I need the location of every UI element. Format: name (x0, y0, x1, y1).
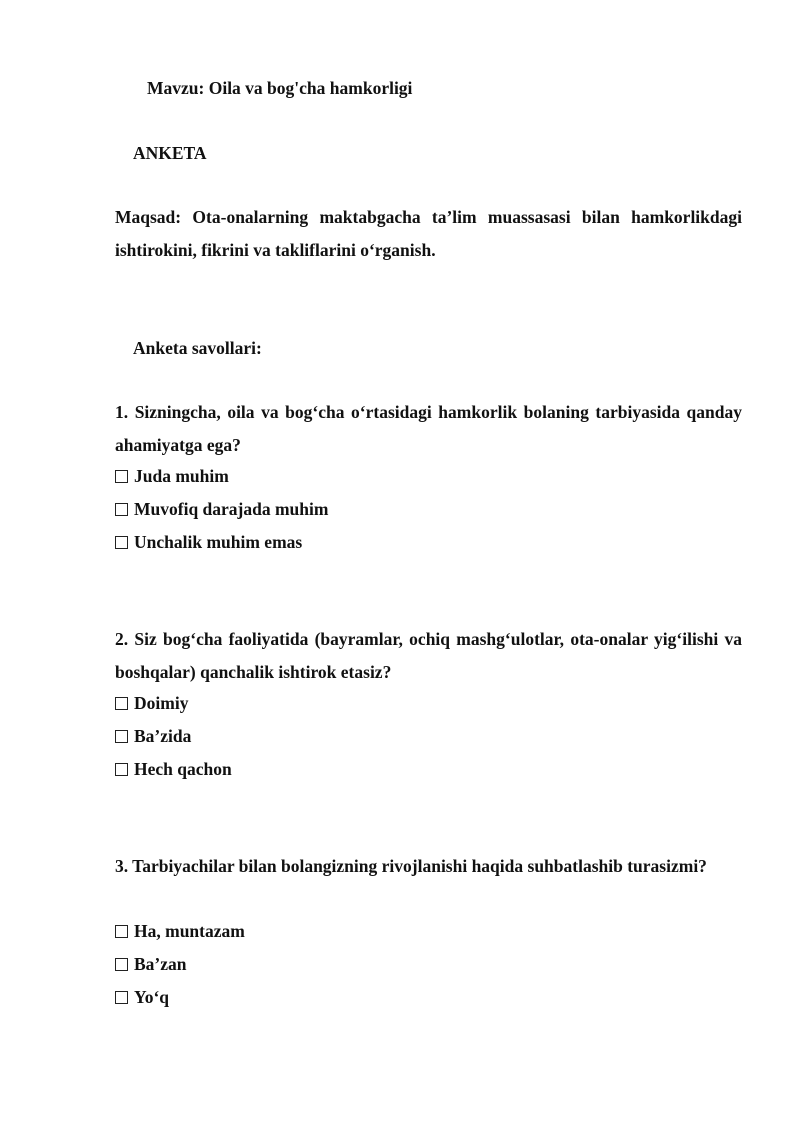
question-3-text: 3. Tarbiyachilar bilan bolangizning rivojlanishi haqida suhbatlashib turasizmi? (115, 856, 707, 876)
question-1-option-2[interactable] (115, 498, 328, 520)
checkbox-icon[interactable] (115, 763, 128, 776)
option-label: Hech qachon (134, 759, 232, 779)
option-label: Unchalik muhim emas (134, 532, 303, 552)
question-2-option-1[interactable] (115, 692, 188, 714)
question-3-option-1[interactable] (115, 920, 245, 942)
checkbox-icon[interactable] (115, 958, 128, 971)
option-label: Juda muhim (134, 466, 229, 486)
question-3-option-2[interactable] (115, 953, 187, 975)
question-2-text: 2. Siz bog‘cha faoliyatida (bayramlar, ochiq mashg‘ulotlar, ota-onalar yig‘ilishi va boshqalar) qanchalik ishtirok etasiz? (115, 629, 742, 682)
option-label: Ba’zida (134, 726, 192, 746)
question-2-option-3[interactable] (115, 758, 232, 780)
checkbox-icon[interactable] (115, 991, 128, 1004)
survey-heading: ANKETA (133, 143, 207, 163)
checkbox-icon[interactable] (115, 697, 128, 710)
checkbox-icon[interactable] (115, 470, 128, 483)
option-label: Ha, muntazam (134, 921, 245, 941)
question-2-option-2[interactable] (115, 725, 191, 747)
checkbox-icon[interactable] (115, 925, 128, 938)
question-1-option-1[interactable] (115, 465, 229, 487)
checkbox-icon[interactable] (115, 536, 128, 549)
checkbox-icon[interactable] (115, 730, 128, 743)
option-label: Ba’zan (134, 954, 187, 974)
topic-line: Mavzu: Oila va bog'cha hamkorligi (147, 78, 413, 98)
purpose-paragraph: Maqsad: Ota-onalarning maktabgacha ta’lim muassasasi bilan hamkorlikdagi ishtirokini, fikrini va takliflarini o‘rganish. (115, 207, 742, 260)
question-3-option-3[interactable] (115, 986, 169, 1008)
questions-title: Anketa savollari: (133, 338, 262, 358)
option-label: Doimiy (134, 693, 189, 713)
checkbox-icon[interactable] (115, 503, 128, 516)
option-label: Yo‘q (134, 987, 170, 1007)
question-1-text: 1. Sizningcha, oila va bog‘cha o‘rtasidagi hamkorlik bolaning tarbiyasida qanday ahamiyatga ega? (115, 402, 742, 455)
option-label: Muvofiq darajada muhim (134, 499, 329, 519)
question-1-option-3[interactable] (115, 531, 302, 553)
